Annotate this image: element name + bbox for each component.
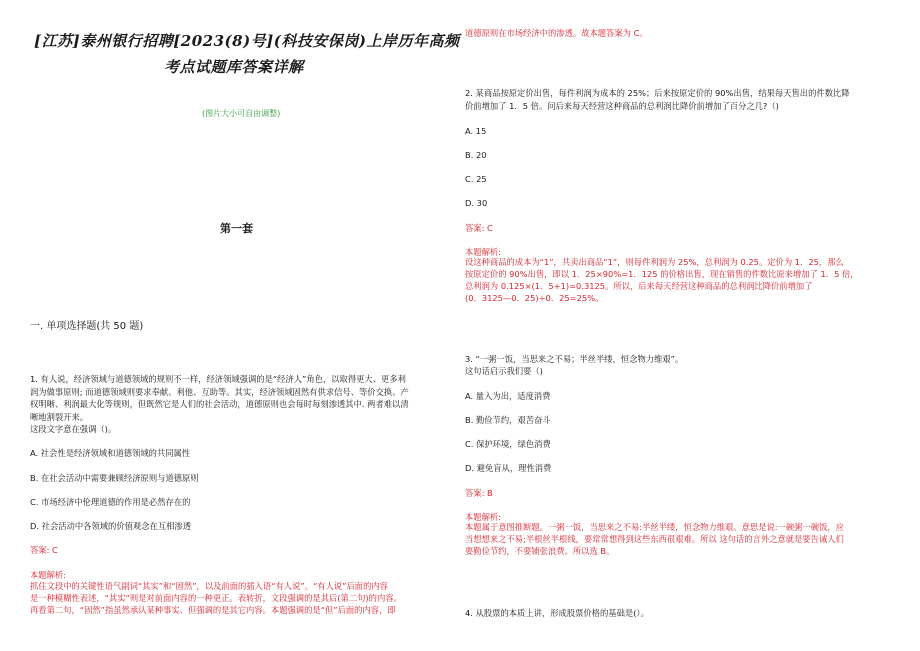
question-3-option-c: C. 保护环境，绿色消费 — [465, 439, 551, 449]
question-3-analysis — [465, 521, 905, 557]
question-3-analysis-label: 本题解析: — [465, 512, 501, 522]
question-1-stem — [30, 373, 470, 436]
question-stem-line: 晰地割裂开来。 — [30, 411, 89, 422]
question-3-option-b: B. 勤俭节约，艰苦奋斗 — [465, 415, 551, 425]
question-1-option-c: C. 市场经济中伦理道德的作用是必然存在的 — [30, 497, 191, 507]
question-stem-line: 2. 某商品按原定价出售，每件利润为成本的 25%；后来按原定价的 90%出售，结果每天售出的件数比降 — [465, 88, 850, 98]
analysis-line: 总利润为 0.125×(1．5+1)=0.3125。所以，后来每天经营这种商品的总利润比降价前增加了 — [465, 281, 813, 291]
question-3-stem — [465, 353, 905, 377]
question-2-option-a: A. 15 — [465, 126, 487, 136]
question-1-option-b: B. 在社会活动中需要兼顾经济原则与道德原则 — [30, 473, 199, 483]
section-title: 一. 单项选择题(共 50 题) — [30, 321, 144, 332]
question-stem-line: 润为做事原则; 而道德领域则要求奉献、利他、互助等。其实，经济领域固然有供求信号、等价交换、产 — [30, 386, 409, 397]
image-size-note: (图片大小可自由调整) — [202, 109, 281, 118]
question-stem-line: 3. “一粥一饭，当思来之不易；半丝半缕，恒念物力维艰”。 — [465, 354, 684, 364]
analysis-line: 设这种商品的成本为“1”，共卖出商品“1”，则每件利润为 25%，总利润为 0.25。定价为 1．25，那么 — [465, 257, 844, 267]
question-1-analysis-label: 本题解析: — [30, 570, 66, 580]
set-title: 第一套 — [220, 222, 253, 235]
analysis-line: 按原定价的 90%出售，即以 1．25×90%=1．125 的价格出售，现在销售的件数比原来增加了 1．5 倍， — [465, 269, 859, 279]
question-2-analysis — [465, 256, 905, 304]
question-2-answer: 答案: C — [465, 223, 493, 233]
question-3-option-d: D. 避免盲从，理性消费 — [465, 463, 552, 473]
question-stem-line: 权明晰、利润最大化等规则，但既然它是人们的社会活动，道德原则也会每时每刻渗透其中. 两者难以清 — [30, 399, 409, 409]
analysis-line: 是一种模糊性表述，“其实”则是对前面内容的一种更正。表转折，文段强调的是其后(第二句)的内容。 — [30, 593, 402, 603]
question-2-analysis-label: 本题解析: — [465, 247, 501, 257]
question-stem-line: 1. 有人说，经济领域与道德领域的规则不一样，经济领域强调的是“经济人”角色，以取得更大、更多利 — [30, 374, 406, 384]
question-4-stem: 4. 从股票的本质上讲，形成股票价格的基础是(）。 — [465, 608, 649, 618]
question-stem-line: 这段文字意在强调（)。 — [30, 424, 117, 434]
analysis-line: (0．3125—0．25)÷0．25=25%。 — [465, 293, 604, 303]
question-stem-line: 价前增加了 1．5 倍。问后来每天经营这种商品的总利润比降价前增加了百分之几?（) — [465, 101, 779, 111]
question-1-option-a: A. 社会性是经济领域和道德领域的共同属性 — [30, 448, 191, 458]
question-2-option-d: D. 30 — [465, 198, 488, 208]
question-2-option-c: C. 25 — [465, 174, 487, 184]
question-1-option-d: D. 社会活动中各领域的价值观念在互相渗透 — [30, 521, 192, 531]
question-3-answer: 答案: B — [465, 488, 493, 498]
document-title-line-1: [江苏]泰州银行招聘[2023(8)号](科技安保岗)上岸历年高频 — [34, 32, 460, 50]
question-3-option-a: A. 量入为出，适度消费 — [465, 391, 551, 401]
question-stem-line: 这句话启示我们要（) — [465, 366, 543, 376]
analysis-line: 抓住文段中的关键性语气副词“其实”和“固然”，以及前面的插入语“有人说”。“有人说”后面的内容 — [30, 581, 388, 591]
analysis-line: 当想想来之不易;半根丝半根线，要常常想得到这些东西很艰难。所以 这句话的言外之意就是要告诫人们 — [465, 534, 844, 544]
analysis-line: 要勤俭节约，不要铺张浪费。所以选 B。 — [465, 546, 615, 556]
question-1-answer: 答案: C — [30, 545, 58, 555]
analysis-line: 再看第二句，“固然”指虽然承认某种事实、但强调的是其它内容。本题强调的是“但”后面的内容，即 — [30, 605, 396, 615]
question-2-stem — [465, 87, 905, 113]
question-1-analysis-continued: 道德原则在市场经济中的渗透。故本题答案为 C。 — [465, 28, 648, 38]
question-1-analysis — [30, 580, 470, 616]
question-2-option-b: B. 20 — [465, 150, 487, 160]
document-title-line-2: 考点试题库答案详解 — [164, 58, 304, 76]
analysis-line: 本题属于意图推断题。一粥一饭，当思来之不易:半丝半缕，恒念物力维艰。意思是说:一碗粥一碗饭，应 — [465, 522, 844, 532]
